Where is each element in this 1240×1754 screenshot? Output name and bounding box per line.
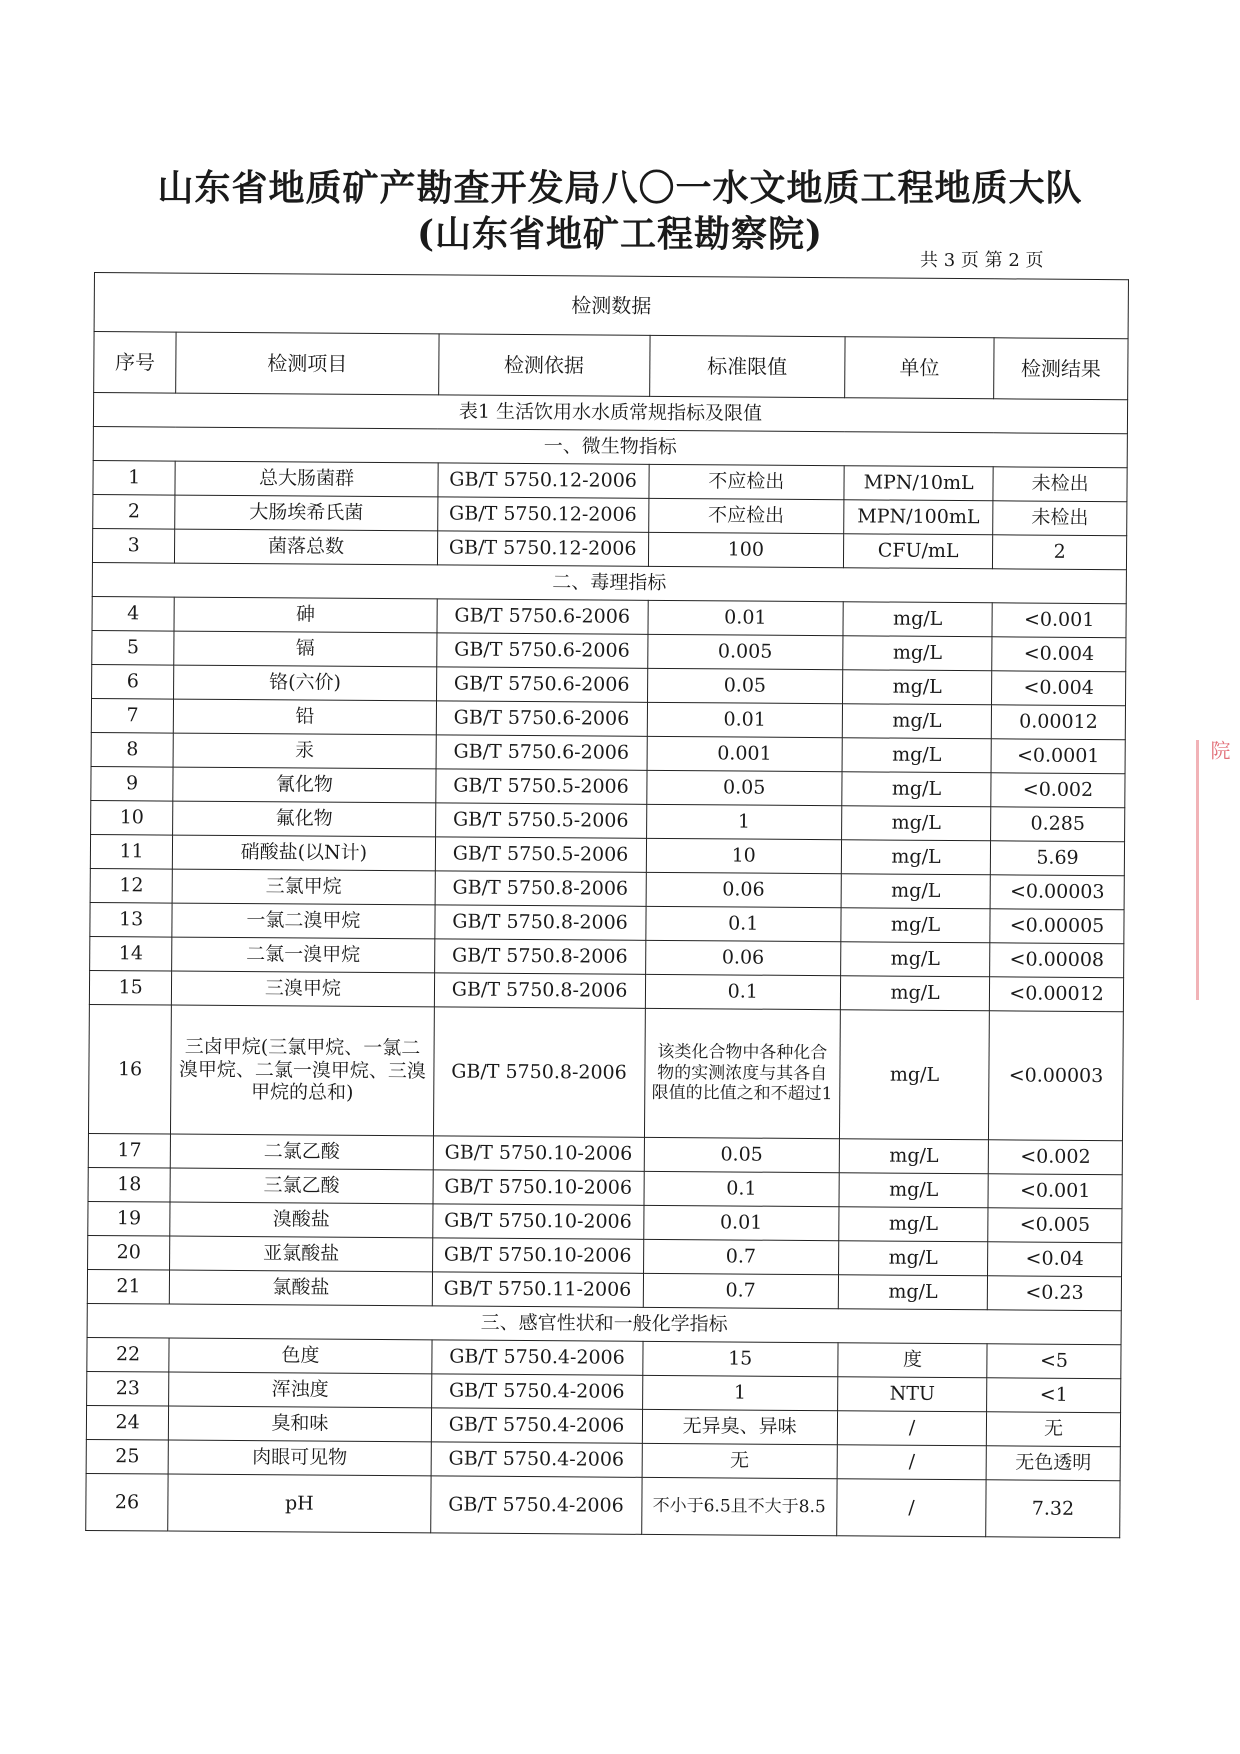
test-result: <0.002: [991, 773, 1125, 808]
table-header-row: [94, 332, 1128, 400]
test-method: GB/T 5750.5-2006: [435, 803, 646, 838]
org-title: 山东省地质矿产勘查开发局八〇一水文地质工程地质大队: [157, 167, 1083, 209]
test-result: <0.00005: [990, 909, 1124, 944]
test-item: 氯酸盐: [170, 1270, 433, 1306]
test-result: <0.002: [988, 1140, 1122, 1175]
standard-limit: 0.1: [645, 906, 841, 941]
unit: mg/L: [839, 1010, 989, 1140]
test-result: 0.285: [991, 807, 1125, 842]
test-method: GB/T 5750.8-2006: [433, 1007, 645, 1137]
unit: mg/L: [839, 1241, 988, 1276]
test-result: <0.0001: [991, 739, 1125, 774]
unit: CFU/mL: [843, 534, 992, 569]
seal-stamp: 院: [1196, 740, 1240, 1000]
row-number: 8: [91, 732, 174, 767]
test-result: <0.00012: [990, 977, 1124, 1012]
section-title: 二、毒理指标: [92, 562, 1126, 603]
test-result: 7.32: [986, 1480, 1120, 1538]
unit: mg/L: [843, 602, 992, 637]
row-number: 25: [86, 1439, 169, 1474]
standard-limit: 15: [642, 1341, 838, 1376]
test-result: <5: [987, 1344, 1121, 1379]
row-number: 6: [92, 664, 175, 699]
standard-limit: 0.05: [644, 1137, 840, 1172]
row-number: 19: [88, 1201, 171, 1236]
test-result: 2: [993, 535, 1127, 570]
standard-limit: 1: [646, 804, 842, 839]
unit: mg/L: [838, 1275, 987, 1310]
test-result: 5.69: [991, 841, 1125, 876]
table-title: 表1 生活饮用水水质常规指标及限值: [93, 393, 1127, 434]
test-item: 砷: [174, 597, 437, 633]
test-method: GB/T 5750.6-2006: [437, 599, 648, 634]
column-header: 序号: [94, 332, 177, 394]
test-data-table: [85, 272, 1129, 1538]
test-item: 大肠埃希氏菌: [175, 495, 438, 531]
test-result: <0.00008: [990, 943, 1124, 978]
row-number: 15: [89, 970, 172, 1005]
page-count: 共 3 页 第 2 页: [920, 250, 1044, 271]
row-number: 20: [88, 1235, 171, 1270]
row-number: 21: [87, 1269, 170, 1304]
test-item: 镉: [174, 631, 437, 667]
table-row: [88, 1004, 1123, 1140]
test-method: GB/T 5750.8-2006: [434, 939, 645, 974]
test-item: 总大肠菌群: [175, 461, 438, 497]
standard-limit: 不应检出: [648, 498, 844, 533]
unit: /: [837, 1479, 987, 1537]
table-caption: 检测数据: [94, 273, 1128, 339]
test-result: <0.23: [987, 1276, 1121, 1311]
test-method: GB/T 5750.12-2006: [438, 463, 649, 498]
test-item: 一氯二溴甲烷: [172, 903, 435, 939]
test-item: 菌落总数: [175, 529, 438, 565]
standard-limit: 不应检出: [648, 464, 844, 499]
test-method: GB/T 5750.4-2006: [431, 1408, 642, 1443]
test-item: 铅: [174, 699, 437, 735]
test-method: GB/T 5750.10-2006: [433, 1136, 644, 1171]
unit: /: [837, 1411, 986, 1446]
test-method: GB/T 5750.5-2006: [435, 837, 646, 872]
test-item: 二氯一溴甲烷: [172, 937, 435, 973]
standard-limit: 1: [642, 1375, 838, 1410]
test-item: 三氯甲烷: [172, 869, 435, 905]
test-result: <1: [987, 1378, 1121, 1413]
standard-limit: 无: [642, 1443, 838, 1478]
row-number: 17: [88, 1133, 171, 1168]
standard-limit: 该类化合物中各种化合物的实测浓度与其各自限值的比值之和不超过1: [644, 1008, 840, 1138]
standard-limit: 0.06: [645, 940, 841, 975]
standard-limit: 10: [646, 838, 842, 873]
test-method: GB/T 5750.6-2006: [436, 667, 647, 702]
row-number: 11: [90, 834, 173, 869]
standard-limit: 不小于6.5且不大于8.5: [641, 1477, 837, 1535]
test-method: GB/T 5750.6-2006: [436, 701, 647, 736]
test-method: GB/T 5750.8-2006: [435, 871, 646, 906]
row-number: 7: [91, 698, 174, 733]
unit: mg/L: [841, 908, 990, 943]
column-header: 检测项目: [176, 332, 439, 395]
unit: mg/L: [842, 704, 991, 739]
column-header: 单位: [845, 337, 995, 399]
unit: mg/L: [839, 1173, 988, 1208]
row-number: 2: [93, 494, 176, 529]
row-number: 9: [91, 766, 174, 801]
unit: mg/L: [842, 738, 991, 773]
test-result: <0.04: [988, 1242, 1122, 1277]
test-item: 汞: [173, 733, 436, 769]
section-title: 一、微生物指标: [93, 426, 1127, 467]
test-item: 三氯乙酸: [170, 1168, 433, 1204]
unit: mg/L: [841, 874, 990, 909]
test-result: <0.001: [988, 1174, 1122, 1209]
test-item: 浑浊度: [169, 1372, 432, 1408]
test-method: GB/T 5750.12-2006: [437, 531, 648, 566]
standard-limit: 0.06: [646, 872, 842, 907]
test-method: GB/T 5750.5-2006: [435, 769, 646, 804]
test-item: 三溴甲烷: [172, 971, 435, 1007]
standard-limit: 0.001: [647, 736, 843, 771]
test-item: 硝酸盐(以N计): [173, 835, 436, 871]
test-result: <0.00003: [989, 1011, 1124, 1141]
test-method: GB/T 5750.6-2006: [436, 735, 647, 770]
test-result: <0.004: [992, 637, 1126, 672]
row-number: 22: [87, 1337, 170, 1372]
test-item: 肉眼可见物: [168, 1440, 431, 1476]
unit: /: [837, 1445, 986, 1480]
standard-limit: 0.7: [643, 1239, 839, 1274]
row-number: 26: [86, 1473, 169, 1531]
column-header: 检测依据: [438, 334, 649, 396]
unit: mg/L: [841, 840, 990, 875]
test-method: GB/T 5750.10-2006: [433, 1170, 644, 1205]
test-item: 氰化物: [173, 767, 436, 803]
test-item: 亚氯酸盐: [170, 1236, 433, 1272]
standard-limit: 0.05: [647, 668, 843, 703]
standard-limit: 0.01: [648, 600, 844, 635]
row-number: 3: [92, 528, 175, 563]
test-item: 铬(六价): [174, 665, 437, 701]
org-subtitle: (山东省地矿工程勘察院): [416, 213, 824, 255]
test-result: 未检出: [993, 501, 1127, 536]
row-number: 16: [88, 1004, 171, 1134]
test-method: GB/T 5750.4-2006: [431, 1340, 642, 1375]
standard-limit: 0.05: [646, 770, 842, 805]
row-number: 12: [90, 868, 173, 903]
row-number: 23: [87, 1371, 170, 1406]
row-number: 24: [86, 1405, 169, 1440]
row-number: 1: [93, 460, 176, 495]
test-result: 未检出: [993, 467, 1127, 502]
unit: NTU: [838, 1377, 987, 1412]
test-method: GB/T 5750.10-2006: [432, 1238, 643, 1273]
test-item: 二氯乙酸: [171, 1134, 434, 1170]
row-number: 4: [92, 596, 175, 631]
test-method: GB/T 5750.10-2006: [432, 1204, 643, 1239]
test-method: GB/T 5750.4-2006: [430, 1476, 641, 1534]
test-item: 氟化物: [173, 801, 436, 837]
row-number: 14: [90, 936, 173, 971]
test-method: GB/T 5750.11-2006: [432, 1272, 643, 1307]
test-result: <0.001: [992, 603, 1126, 638]
test-item: pH: [168, 1474, 431, 1533]
test-result: 无色透明: [986, 1446, 1120, 1481]
test-method: GB/T 5750.12-2006: [437, 497, 648, 532]
unit: mg/L: [842, 806, 991, 841]
test-method: GB/T 5750.8-2006: [434, 973, 645, 1008]
unit: MPN/10mL: [844, 466, 993, 501]
standard-limit: 0.1: [644, 1171, 840, 1206]
test-result: 无: [987, 1412, 1121, 1447]
test-item: 溴酸盐: [170, 1202, 433, 1238]
unit: 度: [838, 1343, 987, 1378]
standard-limit: 100: [648, 532, 844, 567]
test-item: 色度: [169, 1338, 432, 1374]
standard-limit: 0.005: [647, 634, 843, 669]
column-header: 标准限值: [649, 335, 845, 397]
row-number: 5: [92, 630, 175, 665]
standard-limit: 0.7: [643, 1273, 839, 1308]
unit: mg/L: [843, 636, 992, 671]
test-method: GB/T 5750.6-2006: [436, 633, 647, 668]
unit: mg/L: [843, 670, 992, 705]
standard-limit: 无异臭、异味: [642, 1409, 838, 1444]
unit: mg/L: [842, 772, 991, 807]
standard-limit: 0.1: [645, 974, 841, 1009]
standard-limit: 0.01: [647, 702, 843, 737]
test-method: GB/T 5750.4-2006: [431, 1374, 642, 1409]
unit: mg/L: [841, 942, 990, 977]
column-header: 检测结果: [994, 338, 1128, 400]
row-number: 10: [91, 800, 174, 835]
test-method: GB/T 5750.8-2006: [434, 905, 645, 940]
test-result: <0.004: [992, 671, 1126, 706]
test-item: 三卤甲烷(三氯甲烷、一氯二溴甲烷、二氯一溴甲烷、三溴甲烷的总和): [171, 1005, 434, 1136]
unit: mg/L: [839, 1139, 988, 1174]
unit: mg/L: [839, 1207, 988, 1242]
test-method: GB/T 5750.4-2006: [431, 1442, 642, 1477]
unit: MPN/100mL: [844, 500, 993, 535]
standard-limit: 0.01: [643, 1205, 839, 1240]
row-number: 18: [88, 1167, 171, 1202]
unit: mg/L: [840, 976, 989, 1011]
row-number: 13: [90, 902, 173, 937]
test-result: <0.005: [988, 1208, 1122, 1243]
table-row: [86, 1473, 1120, 1537]
test-result: <0.00003: [990, 875, 1124, 910]
section-title: 三、感官性状和一般化学指标: [87, 1303, 1121, 1344]
test-item: 臭和味: [169, 1406, 432, 1442]
test-result: 0.00012: [991, 705, 1125, 740]
